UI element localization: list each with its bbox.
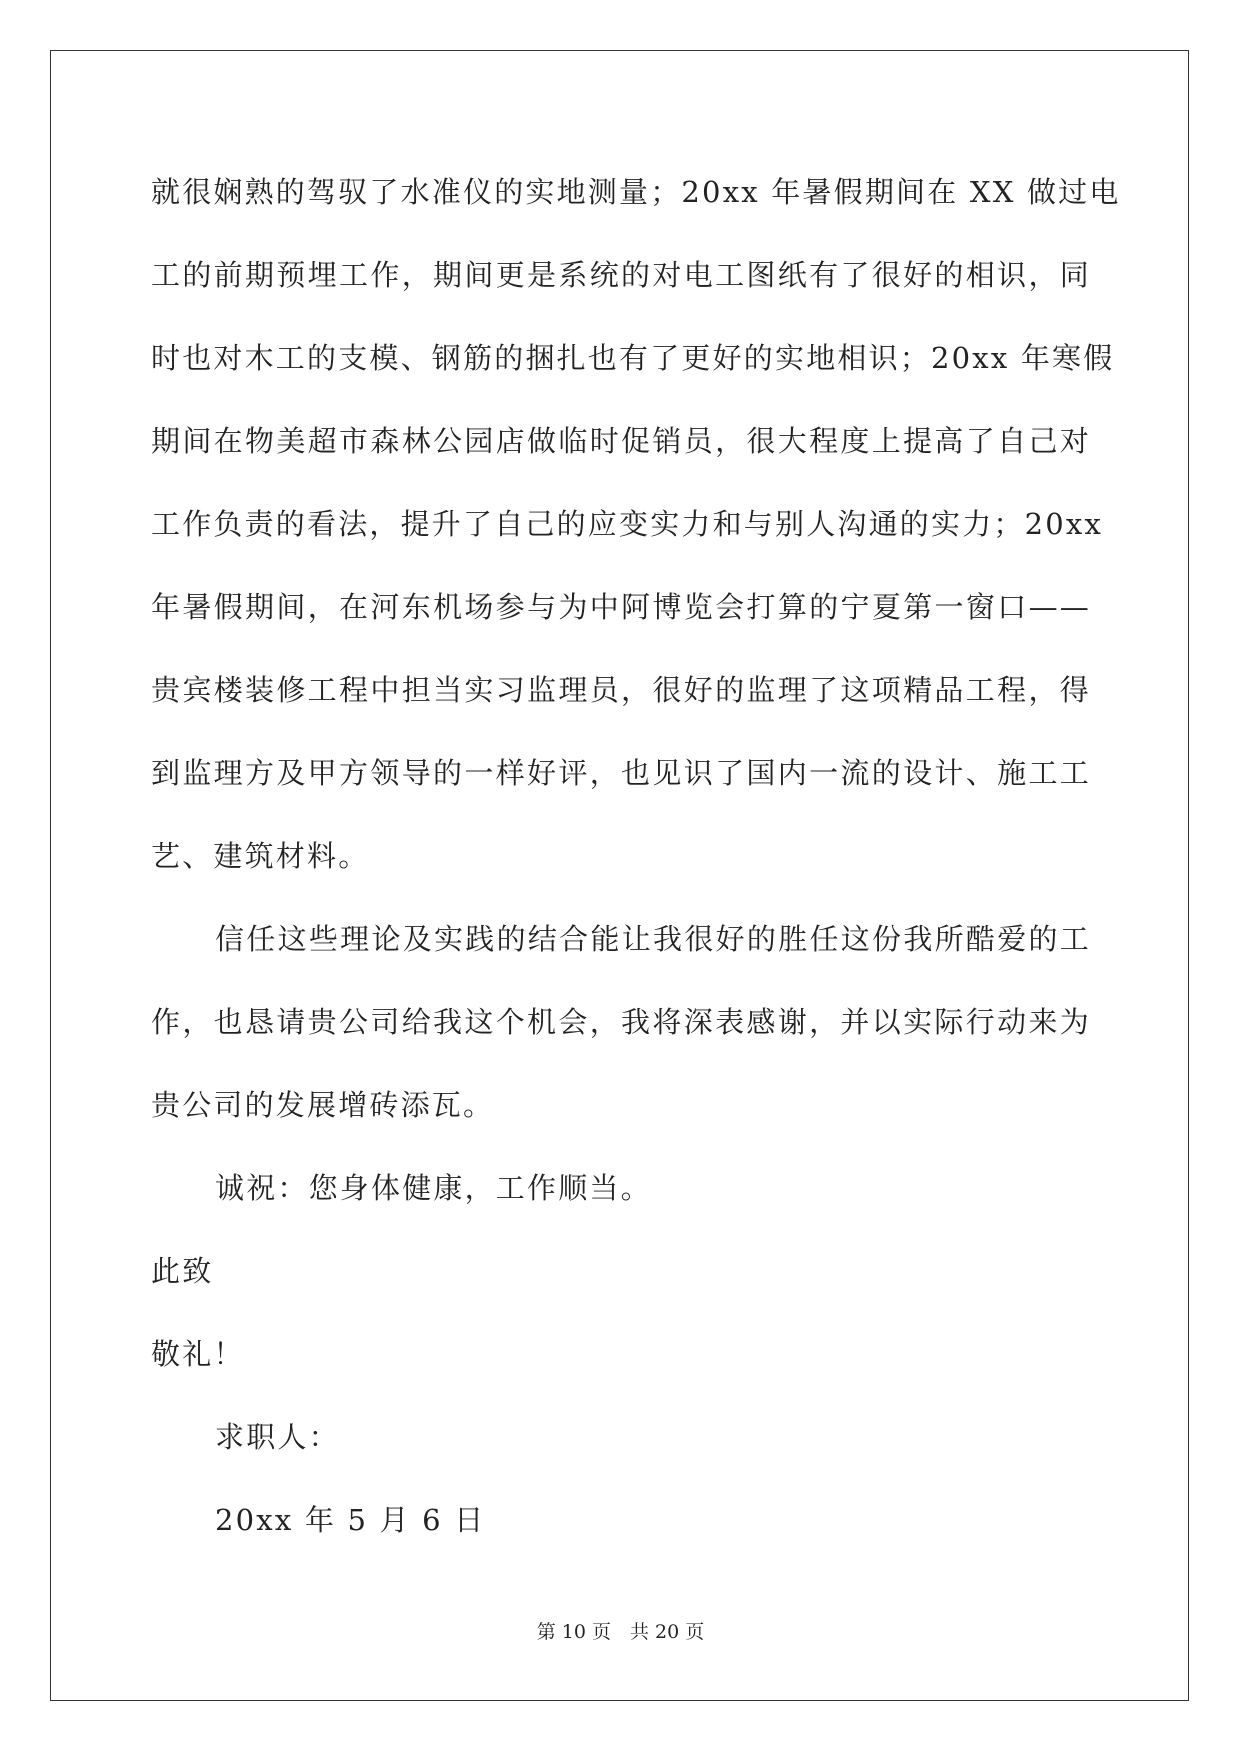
closing-wish: 诚祝：您身体健康，工作顺当。 <box>215 1171 652 1205</box>
paragraph-line: 就很娴熟的驾驭了水准仪的实地测量；20xx 年暑假期间在 XX 做过电 <box>151 175 1121 209</box>
page-number: 第 10 页 共 20 页 <box>536 1621 705 1643</box>
paragraph-line: 到监理方及甲方领导的一样好评，也见识了国内一流的设计、施工工 <box>151 756 1091 790</box>
paragraph-line: 年暑假期间，在河东机场参与为中阿博览会打算的宁夏第一窗口—— <box>151 590 1091 624</box>
letter-date: 20xx 年 5 月 6 日 <box>215 1503 486 1537</box>
paragraph-line: 贵宾楼装修工程中担当实习监理员，很好的监理了这项精品工程，得 <box>151 673 1091 707</box>
paragraph-line: 信任这些理论及实践的结合能让我很好的胜任这份我所酷爱的工 <box>215 922 1091 956</box>
paragraph-line: 艺、建筑材料。 <box>151 839 370 873</box>
salutation-jingli: 敬礼！ <box>151 1337 245 1371</box>
paragraph-line: 期间在物美超市森林公园店做临时促销员，很大程度上提高了自己对 <box>151 424 1091 458</box>
paragraph-line: 时也对木工的支模、钢筋的捆扎也有了更好的实地相识；20xx 年寒假 <box>151 341 1115 375</box>
paragraph-line: 工的前期预埋工作，期间更是系统的对电工图纸有了很好的相识，同 <box>151 258 1091 292</box>
paragraph-line: 工作负责的看法，提升了自己的应变实力和与别人沟通的实力；20xx <box>151 507 1104 541</box>
paragraph-line: 作，也恳请贵公司给我这个机会，我将深表感谢，并以实际行动来为 <box>151 1005 1091 1039</box>
paragraph-line: 贵公司的发展增砖添瓦。 <box>151 1088 495 1122</box>
applicant-label: 求职人： <box>215 1420 340 1454</box>
salutation-cizhi: 此致 <box>151 1254 214 1288</box>
document-body <box>151 164 1121 1575</box>
